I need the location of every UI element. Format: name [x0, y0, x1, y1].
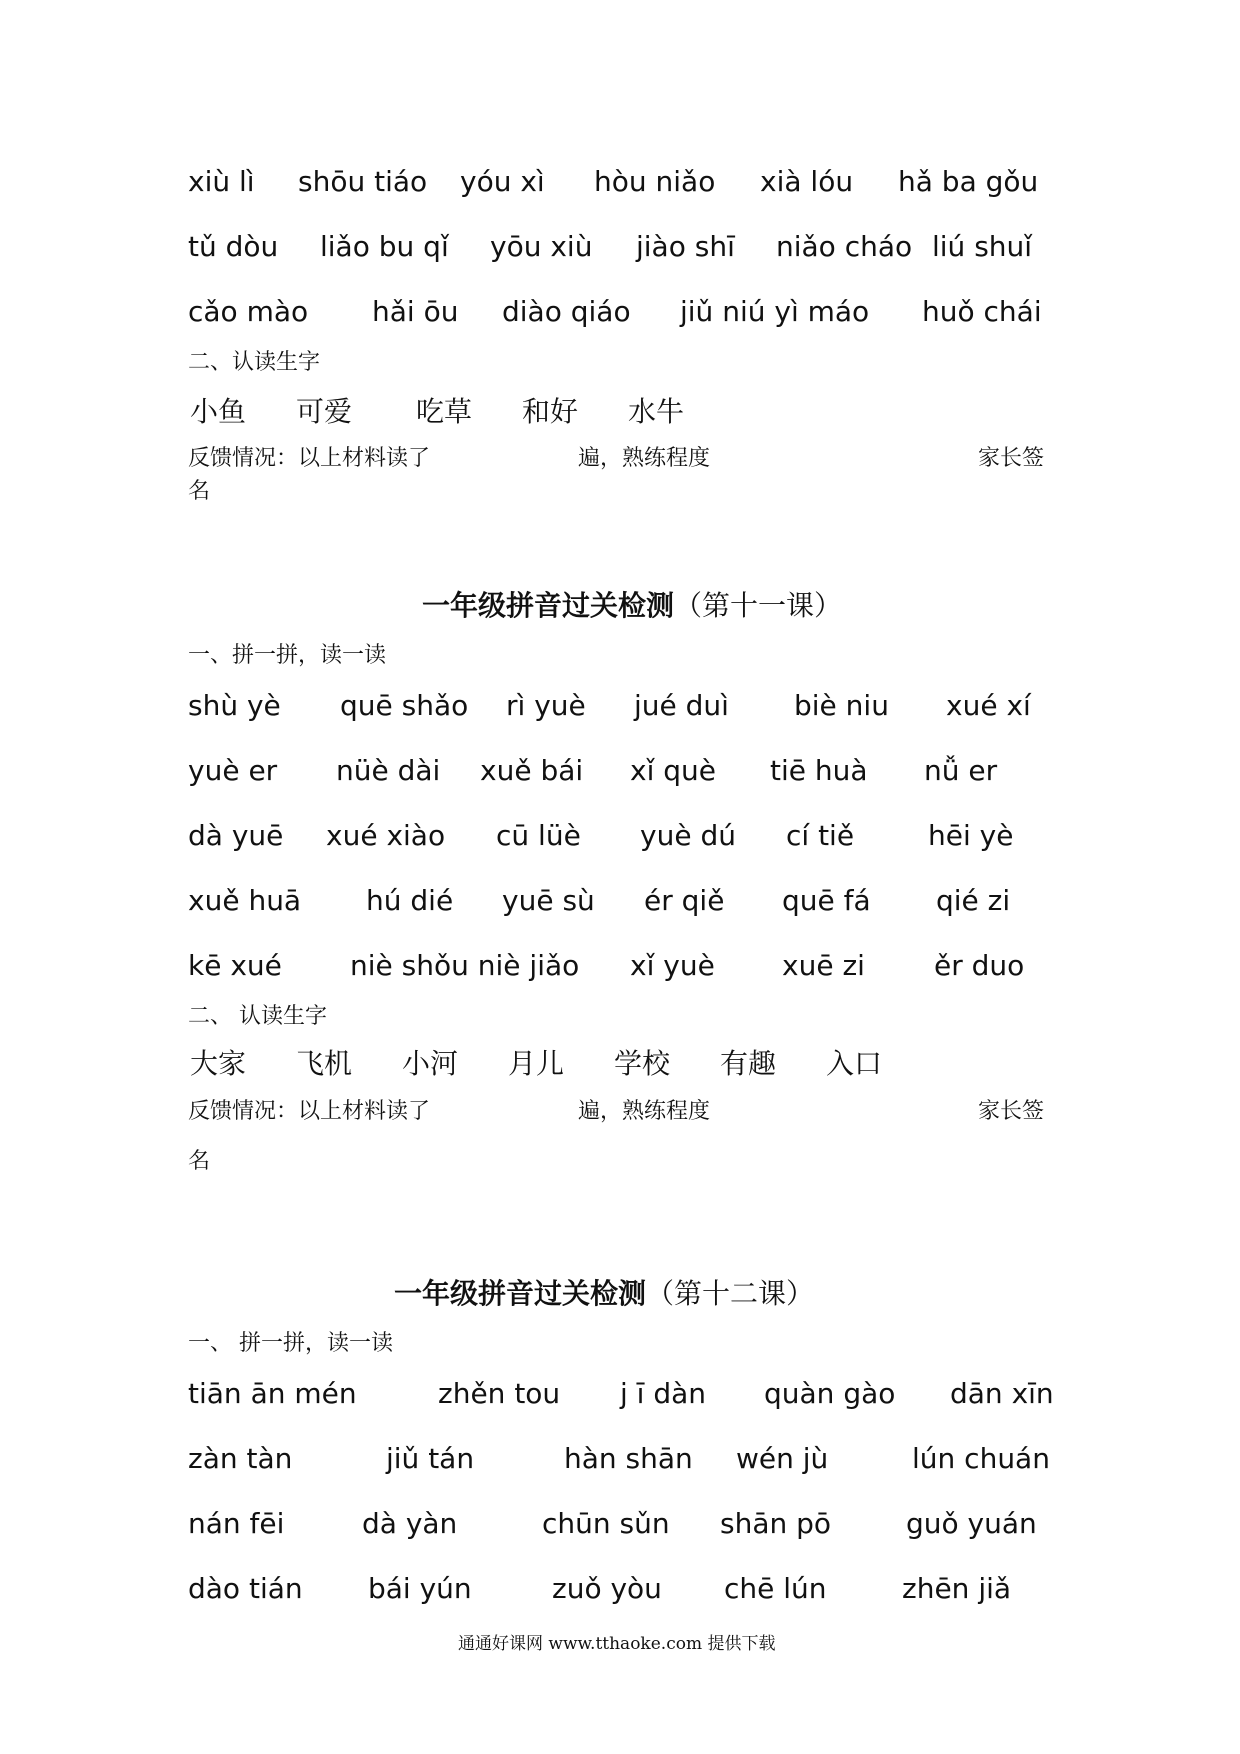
- pinyin-word: yóu xì: [460, 165, 545, 198]
- pinyin-word: tǔ dòu: [188, 230, 279, 263]
- pinyin-word: hòu niǎo: [594, 165, 716, 198]
- chinese-word: 飞机: [296, 1047, 353, 1080]
- title-main: 一年级拼音过关检测: [394, 1277, 647, 1310]
- pinyin-word: xià lóu: [760, 165, 854, 198]
- pinyin-word: guǒ yuán: [906, 1507, 1037, 1540]
- pinyin-word: ér qiě: [644, 884, 725, 917]
- chinese-word: 小河: [402, 1047, 459, 1080]
- chinese-word: 和好: [522, 395, 579, 428]
- pinyin-word: diào qiáo: [502, 295, 631, 328]
- pinyin-word: cí tiě: [786, 819, 855, 852]
- chinese-word: 入口: [826, 1047, 883, 1080]
- pinyin-word: bái yún: [368, 1572, 472, 1605]
- pinyin-word: xué xí: [946, 689, 1031, 722]
- feedback-label: 反馈情况：以上材料读了: [188, 446, 431, 471]
- pinyin-word: cǎo mào: [188, 295, 309, 328]
- pinyin-word: shān pō: [720, 1507, 832, 1540]
- section-heading: 二、 认读生字: [188, 1004, 327, 1029]
- pinyin-word: biè niu: [794, 689, 889, 722]
- pinyin-word: liǎo bu qǐ: [320, 230, 449, 263]
- pinyin-word: zhěn tou: [438, 1377, 561, 1410]
- pinyin-word: yuè dú: [640, 819, 736, 852]
- pinyin-word: zhēn jiǎ: [902, 1572, 1012, 1605]
- chinese-word: 水牛: [628, 395, 685, 428]
- pinyin-word: ěr duo: [934, 949, 1025, 982]
- pinyin-word: shù yè: [188, 689, 281, 722]
- pinyin-word: xiù lì: [188, 165, 255, 198]
- pinyin-word: quē shǎo: [340, 689, 469, 722]
- pinyin-word: yuè er: [188, 754, 278, 787]
- pinyin-word: jiǔ tán: [386, 1442, 475, 1475]
- pinyin-word: yuē sù: [502, 884, 595, 917]
- chinese-word: 月儿: [508, 1047, 565, 1080]
- pinyin-word: nüè dài: [336, 754, 441, 787]
- pinyin-word: zuǒ yòu: [552, 1572, 662, 1605]
- lesson-12-title: [394, 1277, 815, 1310]
- pinyin-word: lún chuán: [912, 1442, 1050, 1475]
- pinyin-word: dào tián: [188, 1572, 303, 1605]
- chinese-word: 小鱼: [190, 395, 247, 428]
- pinyin-word: niè shǒu niè jiǎo: [350, 949, 580, 982]
- pinyin-word: jué duì: [634, 689, 729, 722]
- feedback-label: 反馈情况：以上材料读了: [188, 1099, 431, 1124]
- pinyin-word: jiào shī: [636, 230, 735, 263]
- chinese-word: 学校: [614, 1047, 671, 1080]
- lesson-11-title: [422, 589, 843, 622]
- pinyin-word: quē fá: [782, 884, 871, 917]
- chinese-word: 有趣: [720, 1047, 777, 1080]
- pinyin-word: cū lüè: [496, 819, 581, 852]
- pinyin-word: tiān ān mén: [188, 1377, 357, 1410]
- section-heading: 二、认读生字: [188, 350, 321, 375]
- section-heading: 一、拼一拼，读一读: [188, 643, 387, 668]
- pinyin-word: quàn gào: [764, 1377, 896, 1410]
- pinyin-word: nǚ er: [924, 754, 998, 787]
- pinyin-word: hàn shān: [564, 1442, 693, 1475]
- pinyin-word: wén jù: [736, 1442, 829, 1475]
- pinyin-word: hú dié: [366, 884, 454, 917]
- page-footer-source: 通通好课网 www.tthaoke.com 提供下载: [458, 1634, 776, 1654]
- pinyin-word: chūn sǔn: [542, 1507, 670, 1540]
- title-main: 一年级拼音过关检测: [422, 589, 675, 622]
- chinese-word: 吃草: [416, 395, 473, 428]
- pinyin-word: tiē huà: [770, 754, 868, 787]
- pinyin-word: jiǔ niú yì máo: [680, 295, 870, 328]
- pinyin-word: hǎ ba gǒu: [898, 165, 1039, 198]
- parent-signature-label-cont: 名: [188, 1149, 211, 1174]
- pinyin-word: shōu tiáo: [298, 165, 428, 198]
- pinyin-word: yōu xiù: [490, 230, 593, 263]
- pinyin-word: rì yuè: [506, 689, 586, 722]
- pinyin-word: xué xiào: [326, 819, 446, 852]
- pinyin-word: j ī dàn: [620, 1377, 707, 1410]
- pinyin-word: xǐ què: [630, 754, 716, 787]
- pinyin-word: xuě bái: [480, 754, 584, 787]
- pinyin-word: dà yuē: [188, 819, 284, 852]
- pinyin-word: niǎo cháo: [776, 230, 913, 263]
- chinese-word: 可爱: [296, 395, 353, 428]
- pinyin-word: hēi yè: [928, 819, 1014, 852]
- pinyin-word: nán fēi: [188, 1507, 285, 1540]
- title-lesson-number: （第十二课）: [646, 1277, 815, 1310]
- pinyin-word: zàn tàn: [188, 1442, 293, 1475]
- pinyin-word: xuě huā: [188, 884, 302, 917]
- chinese-word: 大家: [190, 1047, 247, 1080]
- parent-signature-label-cont: 名: [188, 479, 211, 504]
- pinyin-word: hǎi ōu: [372, 295, 459, 328]
- pinyin-word: huǒ chái: [922, 295, 1042, 328]
- parent-signature-label: 家长签: [978, 1099, 1045, 1124]
- title-lesson-number: （第十一课）: [674, 589, 843, 622]
- feedback-count-label: 遍，熟练程度: [578, 446, 711, 471]
- section-heading: 一、 拼一拼，读一读: [188, 1331, 393, 1356]
- parent-signature-label: 家长签: [978, 446, 1045, 471]
- pinyin-word: chē lún: [724, 1572, 827, 1605]
- pinyin-word: kē xué: [188, 949, 282, 982]
- pinyin-word: liú shuǐ: [932, 230, 1033, 263]
- pinyin-word: qié zi: [936, 884, 1011, 917]
- pinyin-word: xuē zi: [782, 949, 865, 982]
- pinyin-word: dān xīn: [950, 1377, 1054, 1410]
- feedback-count-label: 遍，熟练程度: [578, 1099, 711, 1124]
- pinyin-word: xǐ yuè: [630, 949, 715, 982]
- pinyin-word: dà yàn: [362, 1507, 458, 1540]
